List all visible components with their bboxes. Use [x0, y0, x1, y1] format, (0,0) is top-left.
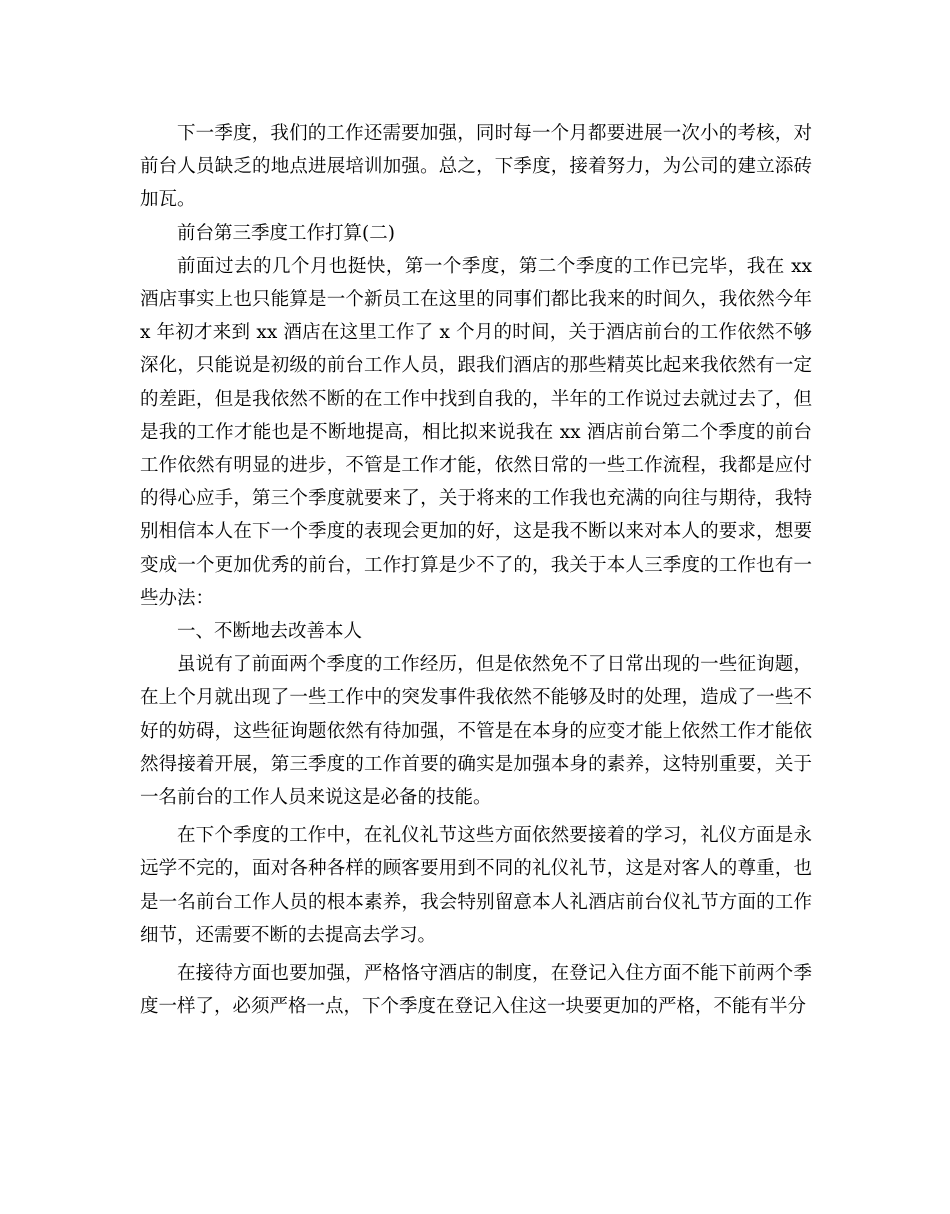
- paragraph-quarter-plan: 下一季度，我们的工作还需要加强，同时每一个月都要进展一次小的考核，对前台人员缺乏的地点进展培训加强。总之，下季度，接着努力，为公司的建立添砖加瓦。: [140, 123, 812, 211]
- paragraph-etiquette: 在下个季度的工作中，在礼仪礼节这些方面依然要接着的学习，礼仪方面是永远学不完的，面对各种各样的顾客要用到不同的礼仪礼节，这是对客人的尊重，也是一名前台工作人员的根本素养，我会特别留意本人礼酒店前台仪礼节方面的工作细节，还需要不断的去提高去学习。: [140, 825, 812, 946]
- section-heading-plan-two: 前台第三季度工作打算(二): [177, 222, 395, 244]
- paragraph-work-experience: 虽说有了前面两个季度的工作经历，但是依然免不了日常出现的一些征询题，在上个月就出现了一些工作中的突发事件我依然不能够及时的处理，造成了一些不好的妨碍，这些征询题依然有待加强，不管是在本身的应变才能上依然工作才能依然得接着开展，第三季度的工作首要的确实是加强本身的素养，这特别重要，关于一名前台的工作人员来说这是必备的技能。: [140, 654, 812, 809]
- paragraph-reception: 在接待方面也要加强，严格恪守酒店的制度，在登记入住方面不能下前两个季度一样了，必须严格一点，下个季度在登记入住这一块要更加的严格，不能有半分: [140, 963, 812, 1018]
- document-body: [140, 117, 812, 1023]
- section-heading-self-improvement: 一、不断地去改善本人: [177, 621, 363, 643]
- paragraph-introduction: 前面过去的几个月也挺快，第一个季度，第二个季度的工作已完毕，我在 xx 酒店事实上也只能算是一个新员工在这里的同事们都比我来的时间久，我依然今年 x 年初才来到 xx 酒店在这里工作了 x 个月的时间，关于酒店前台的工作依然不够深化，只能说是初级的前台工作人员，跟我们酒店的那些精英比起来我依然有一定的差距，但是我依然不断的在工作中找到自我的，半年的工作说过去就过去了，但是我的工作才能也是不断地提高，相比拟来说我在 xx 酒店前台第二个季度的前台工作依然有明显的进步，不管是工作才能，依然日常的一些工作流程，我都是应付的得心应手，第三个季度就要来了，关于将来的工作我也充满的向往与期待，我特别相信本人在下一个季度的表现会更加的好，这是我不断以来对本人的要求，想要变成一个更加优秀的前台，工作打算是少不了的，我关于本人三季度的工作也有一些办法：: [140, 255, 812, 609]
